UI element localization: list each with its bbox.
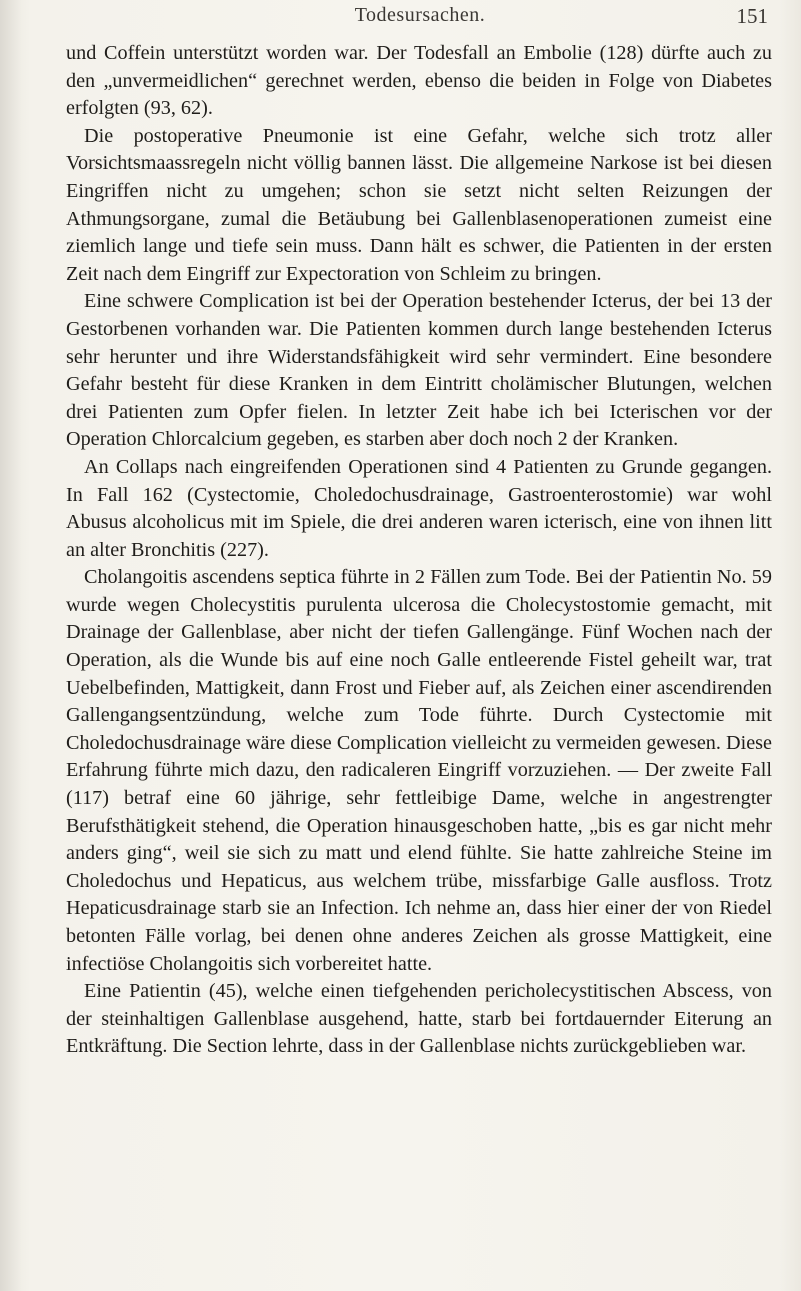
paragraph-collaps: An Collaps nach eingreifenden Operationen sind 4 Patienten zu Grunde gegangen. In Fall 162 (Cystectomie, Choledochusdrainage, Gastroenterostomie) war wohl Abusus alcoholicus mit im Spiele, die drei anderen waren icterisch, eine von ihnen litt an alter Bronchitis (227).: [66, 455, 772, 561]
paragraph-abscess: Eine Patientin (45), welche einen tiefgehenden pericholecystitischen Abscess, von der steinhaltigen Gallenblase ausgehend, hatte, starb bei fortdauernder Eiterung an Entkräftung. Die Section lehrte, dass in der Gallenblase nichts zurückgeblieben war.: [66, 980, 772, 1058]
running-title: Todesursachen.: [354, 4, 486, 26]
page-number: 151: [736, 4, 768, 28]
running-head: [64, 4, 776, 34]
paragraph-embolie: und Coffein unterstützt worden war. Der Todesfall an Embolie (128) dürfte auch zu den „unvermeidlichen“ gerechnet werden, ebenso die beiden in Folge von Diabetes erfolgten (93, 62).: [66, 42, 772, 120]
paragraph-pneumonie: Die postoperative Pneumonie ist eine Gefahr, welche sich trotz aller Vorsichtsmaassregeln nicht völlig bannen lässt. Die allgemeine Narkose ist bei diesen Eingriffen nicht zu umgehen; schon sie setzt nicht selten Reizungen der Athmungsorgane, zumal die Betäubung bei Gallenblasenoperationen zumeist eine ziemlich lange und tiefe sein muss. Dann hält es schwer, die Patienten in der ersten Zeit nach dem Eingriff zur Expectoration von Schleim zu bringen.: [66, 124, 772, 285]
page-gutter-shadow: [0, 0, 22, 1291]
body-text: [66, 40, 772, 1061]
paragraph-icterus: Eine schwere Complication ist bei der Operation bestehender Icterus, der bei 13 der Gestorbenen vorhanden war. Die Patienten kommen durch lange bestehenden Icterus sehr herunter und ihre Widerstandsfähigkeit wird sehr vermindert. Eine besondere Gefahr besteht für diese Kranken in dem Eintritt cholämischer Blutungen, welchen drei Patienten zum Opfer fielen. In letzter Zeit habe ich bei Icterischen vor der Operation Chlorcalcium gegeben, es starben aber doch noch 2 der Kranken.: [66, 290, 772, 451]
paragraph-cholangoitis: Cholangoitis ascendens septica führte in 2 Fällen zum Tode. Bei der Patientin No. 59 wurde wegen Cholecystitis purulenta ulcerosa die Cholecystostomie gemacht, mit Drainage der Gallenblase, aber nicht der tiefen Gallengänge. Fünf Wochen nach der Operation, als die Wunde bis auf eine noch Galle entleerende Fistel geheilt war, trat Uebelbefinden, Mattigkeit, dann Frost und Fieber auf, als Zeichen einer ascendirenden Gallengangsentzündung, welche zum Tode führte. Durch Cystectomie mit Choledochusdrainage wäre diese Complication vielleicht zu vermeiden gewesen. Diese Erfahrung führte mich dazu, den radicaleren Eingriff vorzuziehen. — Der zweite Fall (117) betraf eine 60 jährige, sehr fettleibige Dame, welche in angestrengter Berufsthätigkeit stehend, die Operation hinausgeschoben hatte, „bis es gar nicht mehr anders ging“, weil sie sich zu matt und elend fühlte. Sie hatte zahlreiche Steine im Choledochus und Hepaticus, aus welchem trübe, missfarbige Galle ausfloss. Trotz Hepaticusdrainage starb sie an Infection. Ich nehme an, dass hier einer der von Riedel betonten Fälle vorlag, bei denen ohne anderes Zeichen als grosse Mattigkeit, eine infectiöse Cholangoitis sich vorbereitet hatte.: [66, 566, 772, 975]
